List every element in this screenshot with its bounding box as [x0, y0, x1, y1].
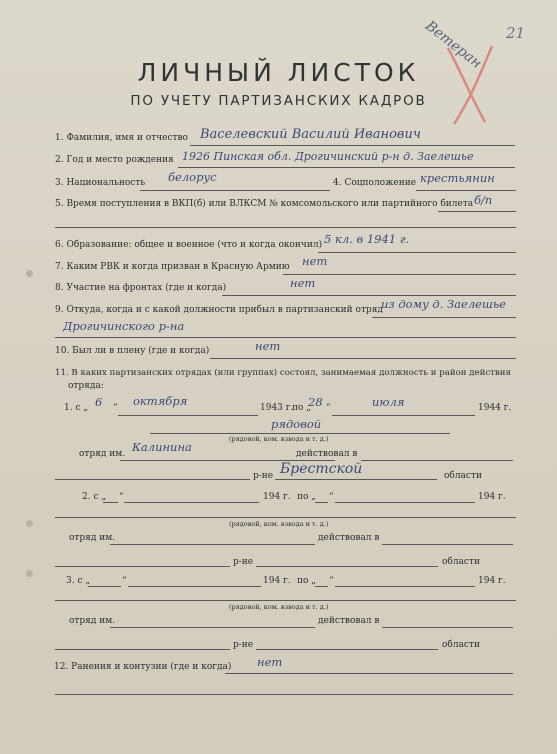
period3-year: 194 г. [263, 576, 291, 586]
field-line [222, 295, 516, 296]
field-arrival-value-cont: Дрогичинского р-на [63, 319, 185, 333]
period2-year: 194 г. [263, 492, 291, 502]
quote-mark: “ [122, 576, 127, 586]
oblast-label: области [442, 557, 480, 567]
field-line [416, 190, 516, 191]
field-education-label: 6. Образование: общее и военное (что и когда окончил) [55, 240, 323, 250]
period1-po: по „ [292, 403, 311, 413]
field-birth-label: 2. Год и место рождения [55, 155, 174, 165]
field-name-value: Васелевский Василий Иванович [200, 127, 421, 142]
rayon-label: р-не [253, 471, 274, 481]
acted-label: действовал в [318, 616, 380, 626]
period1-detachment: Калинина [132, 440, 192, 454]
rayon-label: р-не [233, 557, 254, 567]
field-social-label: 4. Соцположение [333, 178, 417, 188]
period3-number: 3. с „ [66, 576, 91, 586]
field-line [55, 566, 230, 567]
field-line [55, 600, 516, 601]
field-line [315, 586, 328, 587]
period2-number: 2. с „ [82, 492, 107, 502]
page-number: 21 [506, 24, 526, 42]
field-line [275, 479, 437, 480]
quote-mark: “ [113, 403, 118, 413]
field-name-label: 1. Фамилия, имя и отчество [55, 133, 188, 143]
period1-year: 1943 г. [260, 403, 294, 413]
detachment-label: отряд им. [69, 533, 116, 543]
period1-month: октября [133, 394, 188, 408]
field-line [332, 415, 475, 416]
field-line [283, 274, 516, 275]
period3-end-year: 194 г. [478, 576, 506, 586]
quote-mark: “ [329, 576, 334, 586]
field-army-label: 7. Каким РВК и когда призван в Красную Армию [55, 262, 290, 272]
period1-day: 6 [95, 395, 103, 409]
period3-po: по „ [297, 576, 316, 586]
period2-end-year: 194 г. [478, 492, 506, 502]
field-nationality-label: 3. Национальность [55, 178, 146, 188]
field-captivity-value: нет [255, 339, 281, 353]
period1-end-year: 1944 г. [478, 403, 512, 413]
field-nationality-value: белорус [168, 170, 217, 184]
field-line [318, 252, 516, 253]
field-line [335, 586, 475, 587]
field-line [110, 627, 315, 628]
field-line [382, 627, 513, 628]
field-arrival-label: 9. Откуда, когда и с какой должности прибыл в партизанский отряд [55, 305, 383, 315]
quote-mark: “ [329, 492, 334, 502]
field-line [88, 586, 121, 587]
archive-stamp: Ветеран [422, 18, 485, 72]
field-line [110, 544, 315, 545]
field-front-label: 8. Участие на фронтах (где и когда) [55, 283, 227, 293]
field-line [55, 649, 230, 650]
form-title: ЛИЧНЫЙ ЛИСТОК [137, 58, 420, 87]
detachment-label: отряд им. [69, 616, 116, 626]
field-line [55, 517, 516, 518]
punch-hole [26, 270, 33, 277]
field-wounds-label: 12. Ранения и контузии (где и когда) [54, 662, 232, 672]
field-wounds-value: нет [257, 655, 283, 669]
position-hint: (рядовой, ком. взвода и т. д.) [229, 520, 329, 528]
field-line [361, 460, 513, 461]
form-subtitle: ПО УЧЕТУ ПАРТИЗАНСКИХ КАДРОВ [130, 93, 427, 109]
field-arrival-value: из дому д. Заелешье [381, 297, 506, 311]
field-party-value: б/п [474, 193, 493, 207]
period2-po: по „ [297, 492, 316, 502]
field-front-value: нет [290, 276, 316, 290]
field-line [178, 167, 515, 168]
field-line [140, 190, 330, 191]
field-party-label: 5. Время поступления в ВКП(б) или ВЛКСМ № комсомольского или партийного билета [55, 199, 474, 209]
field-line [124, 502, 259, 503]
field-line [256, 649, 438, 650]
field-line [55, 479, 250, 480]
field-line [210, 358, 516, 359]
oblast-label: области [444, 471, 482, 481]
field-line [55, 337, 516, 338]
rayon-label: р-не [233, 640, 254, 650]
field-line [118, 415, 258, 416]
position-hint: (рядовой, ком. взвода и т. д.) [229, 435, 329, 443]
field-detachments-label-cont: отряда: [68, 381, 104, 391]
field-line [128, 586, 261, 587]
period1-end-day: 28 [308, 395, 323, 409]
field-captivity-label: 10. Был ли в плену (где и когда) [55, 346, 210, 356]
field-line [315, 502, 328, 503]
field-line [335, 502, 475, 503]
detachment-label: отряд им. [79, 449, 126, 459]
field-line [190, 145, 515, 146]
punch-hole [26, 520, 33, 527]
oblast-label: области [442, 640, 480, 650]
field-detachments-label: 11. В каких партизанских отрядах (или группах) состоял, занимаемая должность и район действия [55, 368, 511, 378]
position-hint: (рядовой, ком. взвода и т. д.) [229, 603, 329, 611]
field-army-value: нет [302, 254, 328, 268]
field-line [55, 227, 516, 228]
field-line [55, 694, 513, 695]
field-line [256, 566, 438, 567]
field-line [382, 544, 513, 545]
punch-hole [26, 570, 33, 577]
period1-end-month: июля [372, 395, 405, 409]
field-line [150, 433, 450, 434]
period1-oblast: Брестской [280, 461, 363, 477]
field-line [225, 673, 513, 674]
acted-label: действовал в [296, 449, 358, 459]
field-education-value: 5 кл. в 1941 г. [324, 232, 410, 246]
field-line [372, 317, 516, 318]
field-line [103, 502, 118, 503]
quote-mark: “ [326, 403, 331, 413]
quote-mark: “ [119, 492, 124, 502]
period1-position: рядовой [271, 417, 322, 431]
acted-label: действовал в [318, 533, 380, 543]
period1-number: 1. с „ [64, 403, 89, 413]
field-line [438, 211, 516, 212]
field-birth-value: 1926 Пинская обл. Дрогичинский р-н д. Заелешье [182, 150, 474, 163]
field-social-value: крестьянин [420, 171, 495, 185]
